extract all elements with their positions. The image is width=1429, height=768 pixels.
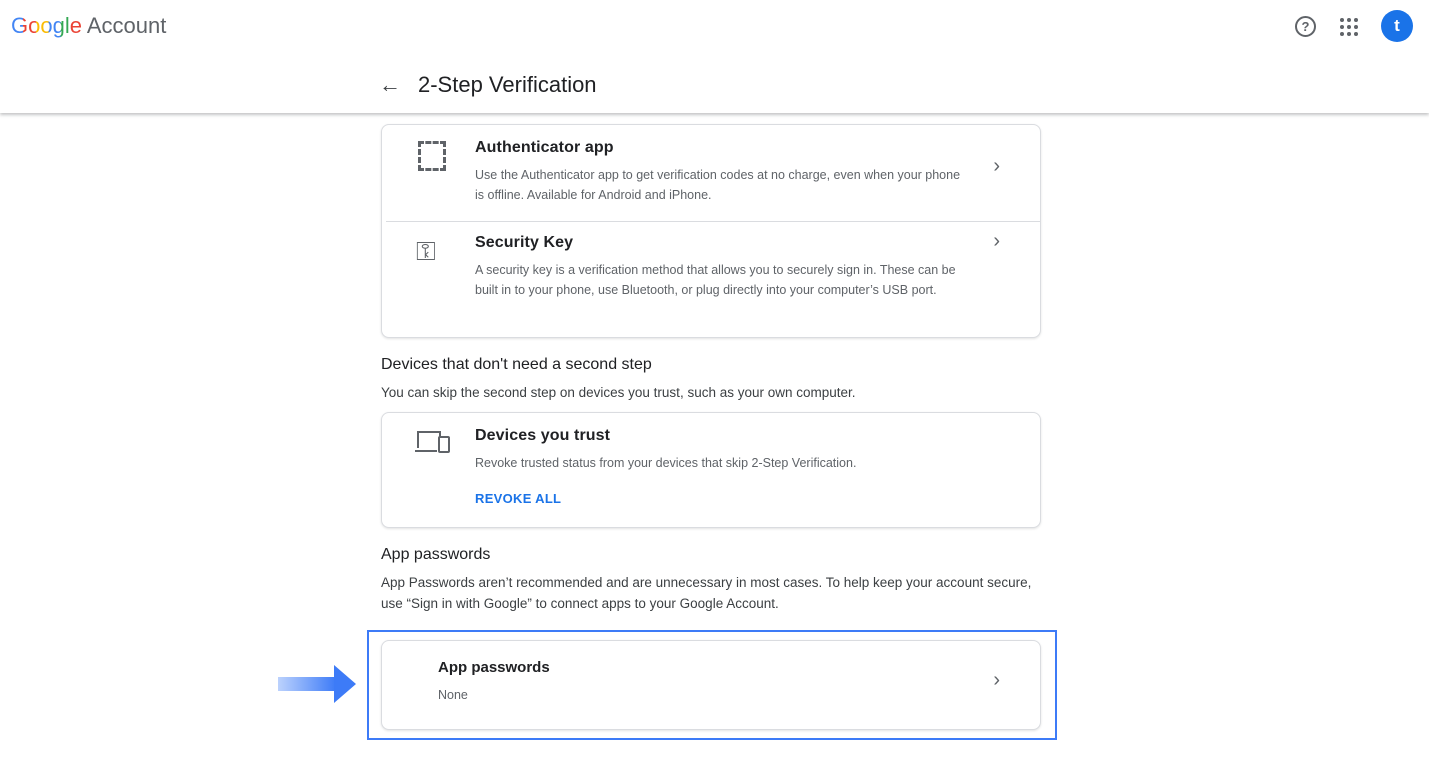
devices-trust-card [381,412,1041,528]
app-header [0,0,1429,113]
authenticator-title: Authenticator app [475,139,614,156]
apps-grid-icon[interactable] [1340,18,1358,36]
app-passwords-section-title: App passwords [381,546,491,563]
devices-icon [415,431,451,457]
devices-trust-desc: Revoke trusted status from your devices that skip 2-Step Verification. [475,456,857,470]
chevron-right-icon: › [993,230,1000,252]
key-icon: ⚿ [416,236,436,266]
second-steps-card [381,124,1041,338]
chevron-right-icon: › [993,669,1000,691]
back-arrow-icon[interactable]: ← [379,72,401,97]
app-passwords-section-desc: App Passwords aren’t recommended and are unnecessary in most cases. To help keep your account secure, use “Sign in with Google” to connect apps to your Google Account. [381,575,1032,611]
logo-google: Google [11,13,82,38]
app-passwords-title: App passwords [438,659,550,676]
devices-section-desc: You can skip the second step on devices you trust, such as your own computer. [381,385,856,400]
authenticator-desc: Use the Authenticator app to get verification codes at no charge, even when your phone is offline. Available for Android and iPhone. [475,168,961,202]
security-key-desc: A security key is a verification method that allows you to securely sign in. These can be built in to your phone, use Bluetooth, or plug directly into your computer’s USB port. [475,263,956,297]
app-passwords-value: None [438,688,468,702]
devices-trust-title: Devices you trust [475,427,611,444]
help-icon[interactable]: ? [1295,16,1316,37]
app-passwords-row[interactable] [381,640,1041,730]
page-title: 2-Step Verification [418,72,597,97]
avatar[interactable]: t [1381,10,1413,42]
qr-code-icon [418,141,446,171]
chevron-right-icon: › [993,155,1000,177]
logo-account: Account [86,13,167,38]
google-account-logo[interactable] [11,13,166,39]
devices-section-title: Devices that don't need a second step [381,356,652,373]
pointer-arrow-icon [278,665,358,703]
security-key-row[interactable] [382,222,1040,338]
authenticator-row[interactable] [382,125,1040,221]
security-key-title: Security Key [475,234,574,251]
revoke-all-button[interactable]: REVOKE ALL [475,491,562,506]
